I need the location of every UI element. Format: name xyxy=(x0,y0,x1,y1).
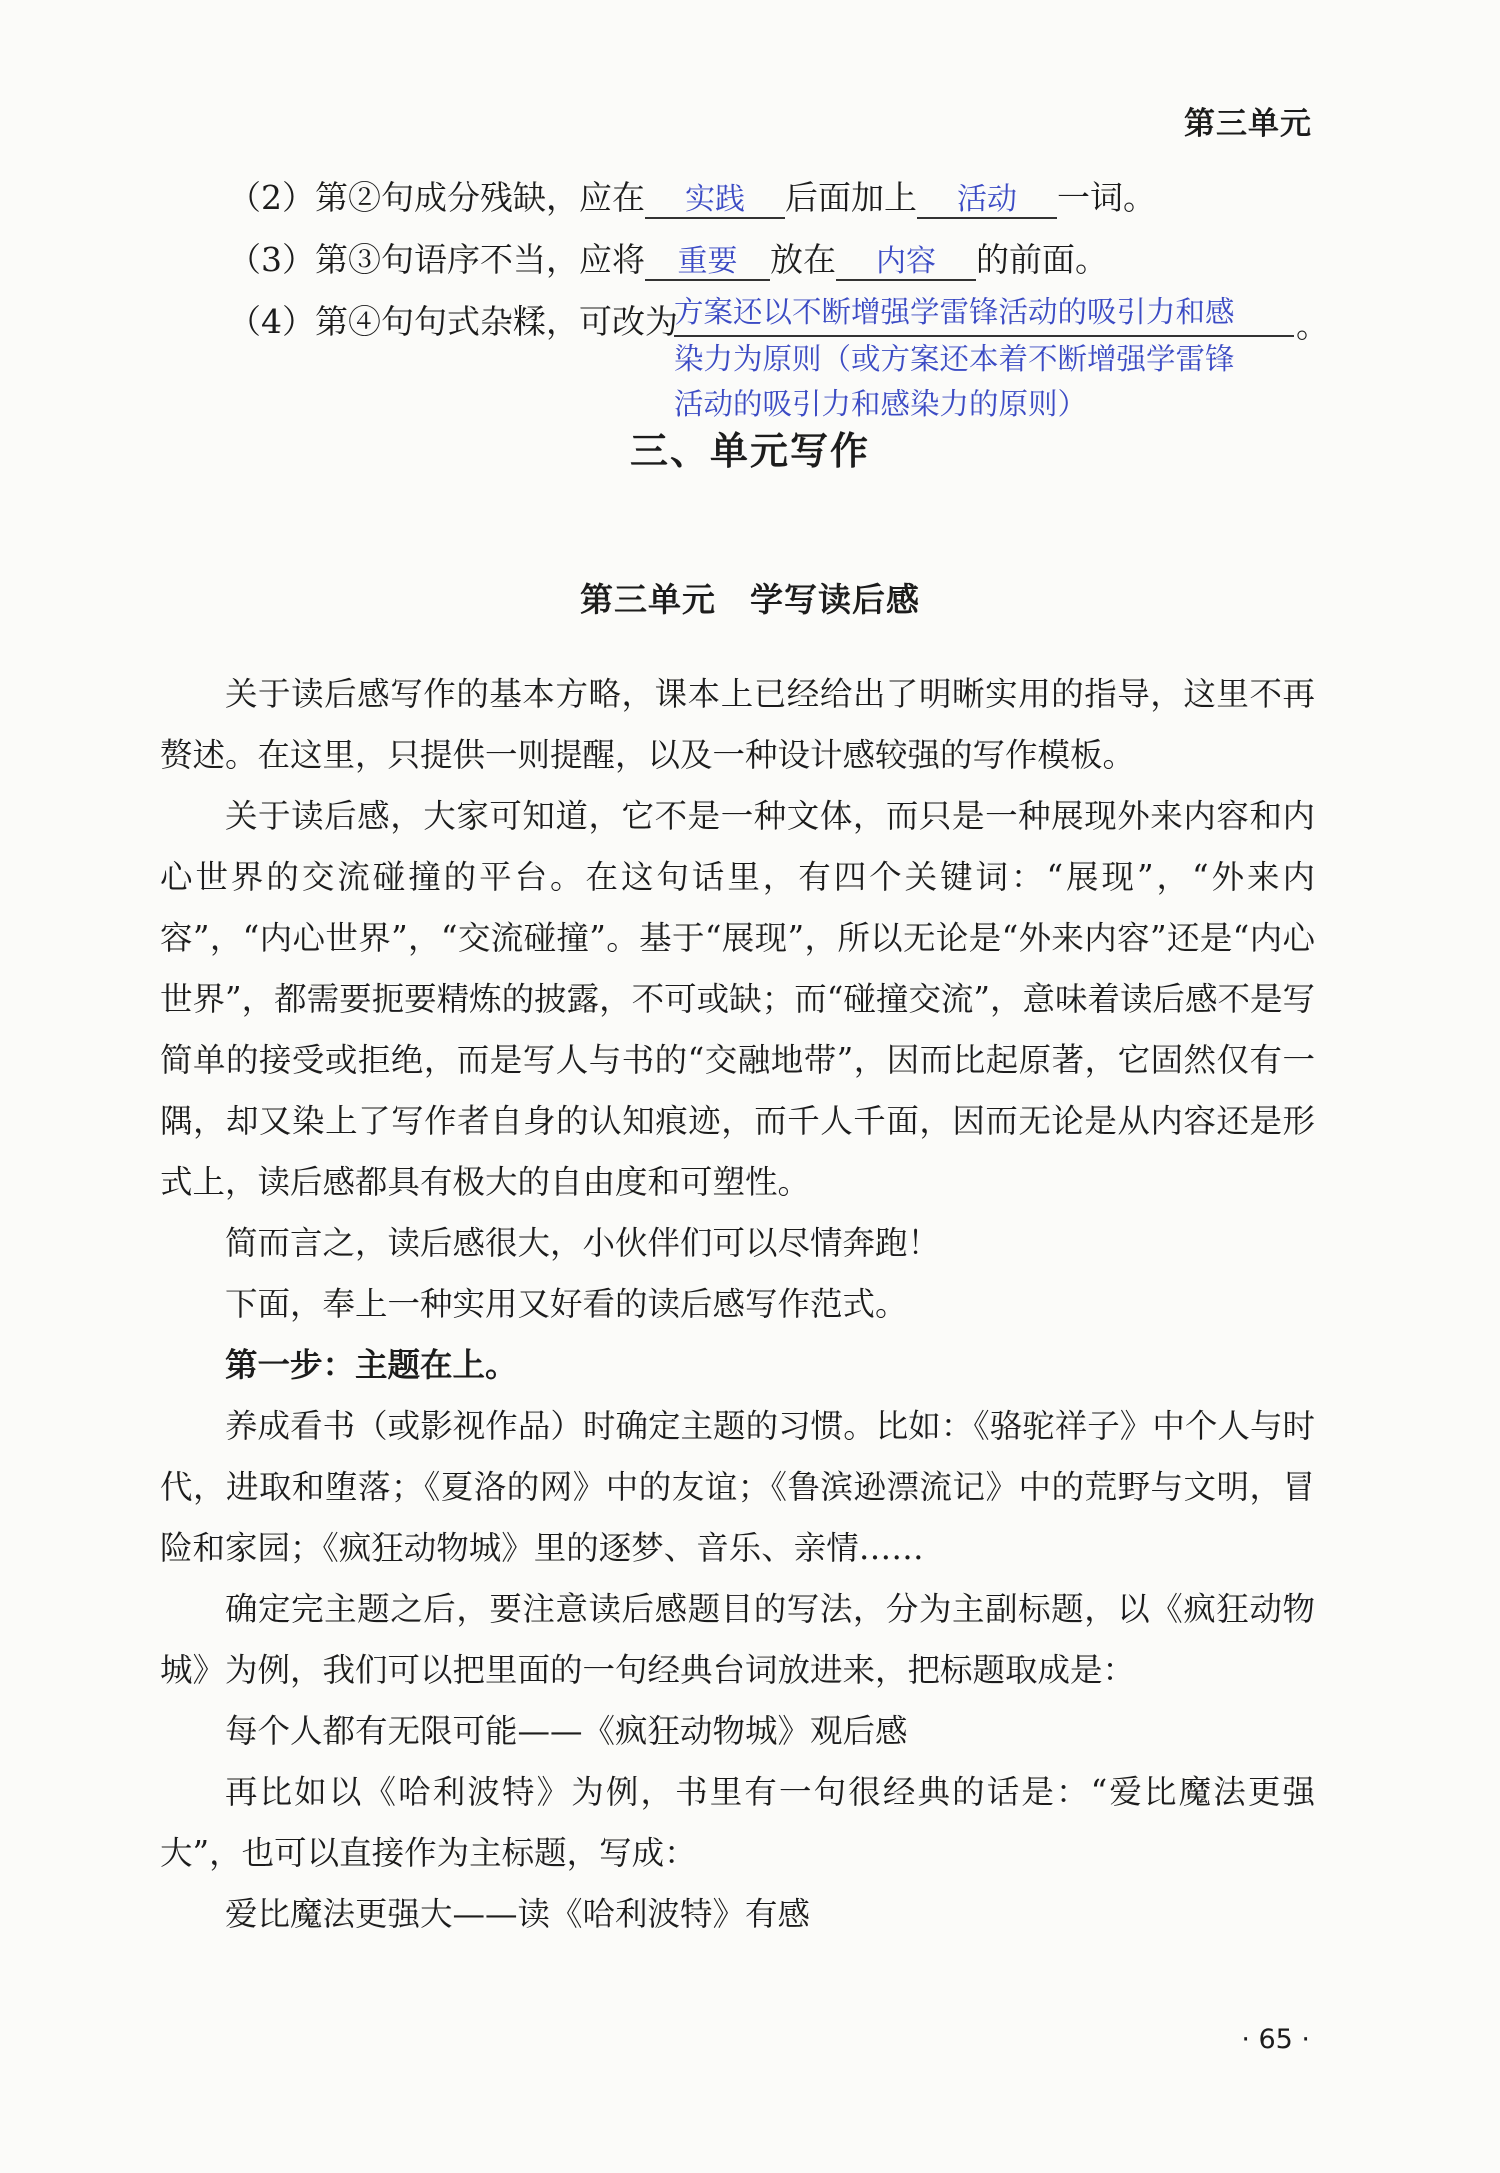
paragraph-title-method: 确定完主题之后，要注意读后感题目的写法，分为主副标题，以《疯狂动物城》为例，我们可以把里面的一句经典台词放进来，把标题取成是： xyxy=(160,1590,1315,1689)
answer-2-blank-1: 实践 xyxy=(645,183,785,219)
answer-3-middle: 放在 xyxy=(770,240,836,279)
paragraph-definition: 关于读后感，大家可知道，它不是一种文体，而只是一种展现外来内容和内心世界的交流碰撞的平台。在这句话里，有四个关键词：“展现”，“外来内容”，“内心世界”，“交流碰撞”。基于“展现”，所以无论是“外来内容”还是“内心世界”，都需要扼要精炼的披露，不可或缺；而“碰撞交流”，意味着读后感不是写简单的接受或拒绝，而是写人与书的“交融地带”，因而比起原著，它固然仅有一隅，却又染上了写作者自身的认知痕迹，而千人千面，因而无论是从内容还是形式上，读后感都具有极大的自由度和可塑性。 xyxy=(160,797,1315,1201)
answer-line-4 xyxy=(228,302,678,342)
answer-2-prefix: （2）第②句成分残缺，应在 xyxy=(228,178,645,217)
step-one-heading: 第一步：主题在上。 xyxy=(225,1346,518,1384)
answer-2-middle: 后面加上 xyxy=(785,178,917,217)
unit-heading: 第三单元 学写读后感 xyxy=(580,580,920,619)
answer-4-line-1: 方案还以不断增强学雷锋活动的吸引力和感 xyxy=(674,290,1294,337)
body-text xyxy=(160,664,1315,1945)
paragraph-theme-habit: 养成看书（或影视作品）时确定主题的习惯。比如：《骆驼祥子》中个人与时代，进取和堕落；《夏洛的网》中的友谊；《鲁滨逊漂流记》中的荒野与文明，冒险和家园；《疯狂动物城》里的逐梦、音乐、亲情…… xyxy=(160,1407,1315,1567)
answer-line-3 xyxy=(228,240,1108,281)
running-head-unit: 第三单元 xyxy=(1184,106,1312,142)
answer-3-prefix: （3）第③句语序不当，应将 xyxy=(228,240,645,279)
answer-4-line-2: 染力为原则（或方案还本着不断增强学雷锋 xyxy=(674,342,1235,376)
page-number: · 65 · xyxy=(1241,2024,1310,2055)
answer-4-line-3: 活动的吸引力和感染力的原则） xyxy=(674,387,1088,421)
paragraph-transition: 下面，奉上一种实用又好看的读后感写作范式。 xyxy=(225,1285,908,1323)
answer-4-prefix: （4）第④句句式杂糅，可改为 xyxy=(228,302,678,341)
answer-3-blank-2: 内容 xyxy=(836,245,976,281)
answer-2-blank-2: 活动 xyxy=(917,183,1057,219)
answer-3-blank-1: 重要 xyxy=(645,245,770,281)
answer-3-suffix: 的前面。 xyxy=(976,240,1108,279)
paragraph-example-intro-2: 再比如以《哈利波特》为例，书里有一句很经典的话是：“爱比魔法更强大”，也可以直接作为主标题，写成： xyxy=(160,1773,1315,1872)
section-title: 三、单元写作 xyxy=(629,429,870,473)
answer-2-suffix: 一词。 xyxy=(1057,178,1156,217)
paragraph-example-title-1: 每个人都有无限可能——《疯狂动物城》观后感 xyxy=(225,1712,908,1750)
answer-4-handwritten xyxy=(674,290,1294,427)
paragraph-intro: 关于读后感写作的基本方略，课本上已经给出了明晰实用的指导，这里不再赘述。在这里，只提供一则提醒，以及一种设计感较强的写作模板。 xyxy=(160,675,1315,774)
answer-line-2 xyxy=(228,178,1156,219)
paragraph-example-title-2: 爱比魔法更强大——读《哈利波特》有感 xyxy=(225,1895,811,1933)
answer-4-suffix: 。 xyxy=(1296,306,1329,345)
paragraph-summary: 简而言之，读后感很大，小伙伴们可以尽情奔跑！ xyxy=(225,1224,941,1262)
